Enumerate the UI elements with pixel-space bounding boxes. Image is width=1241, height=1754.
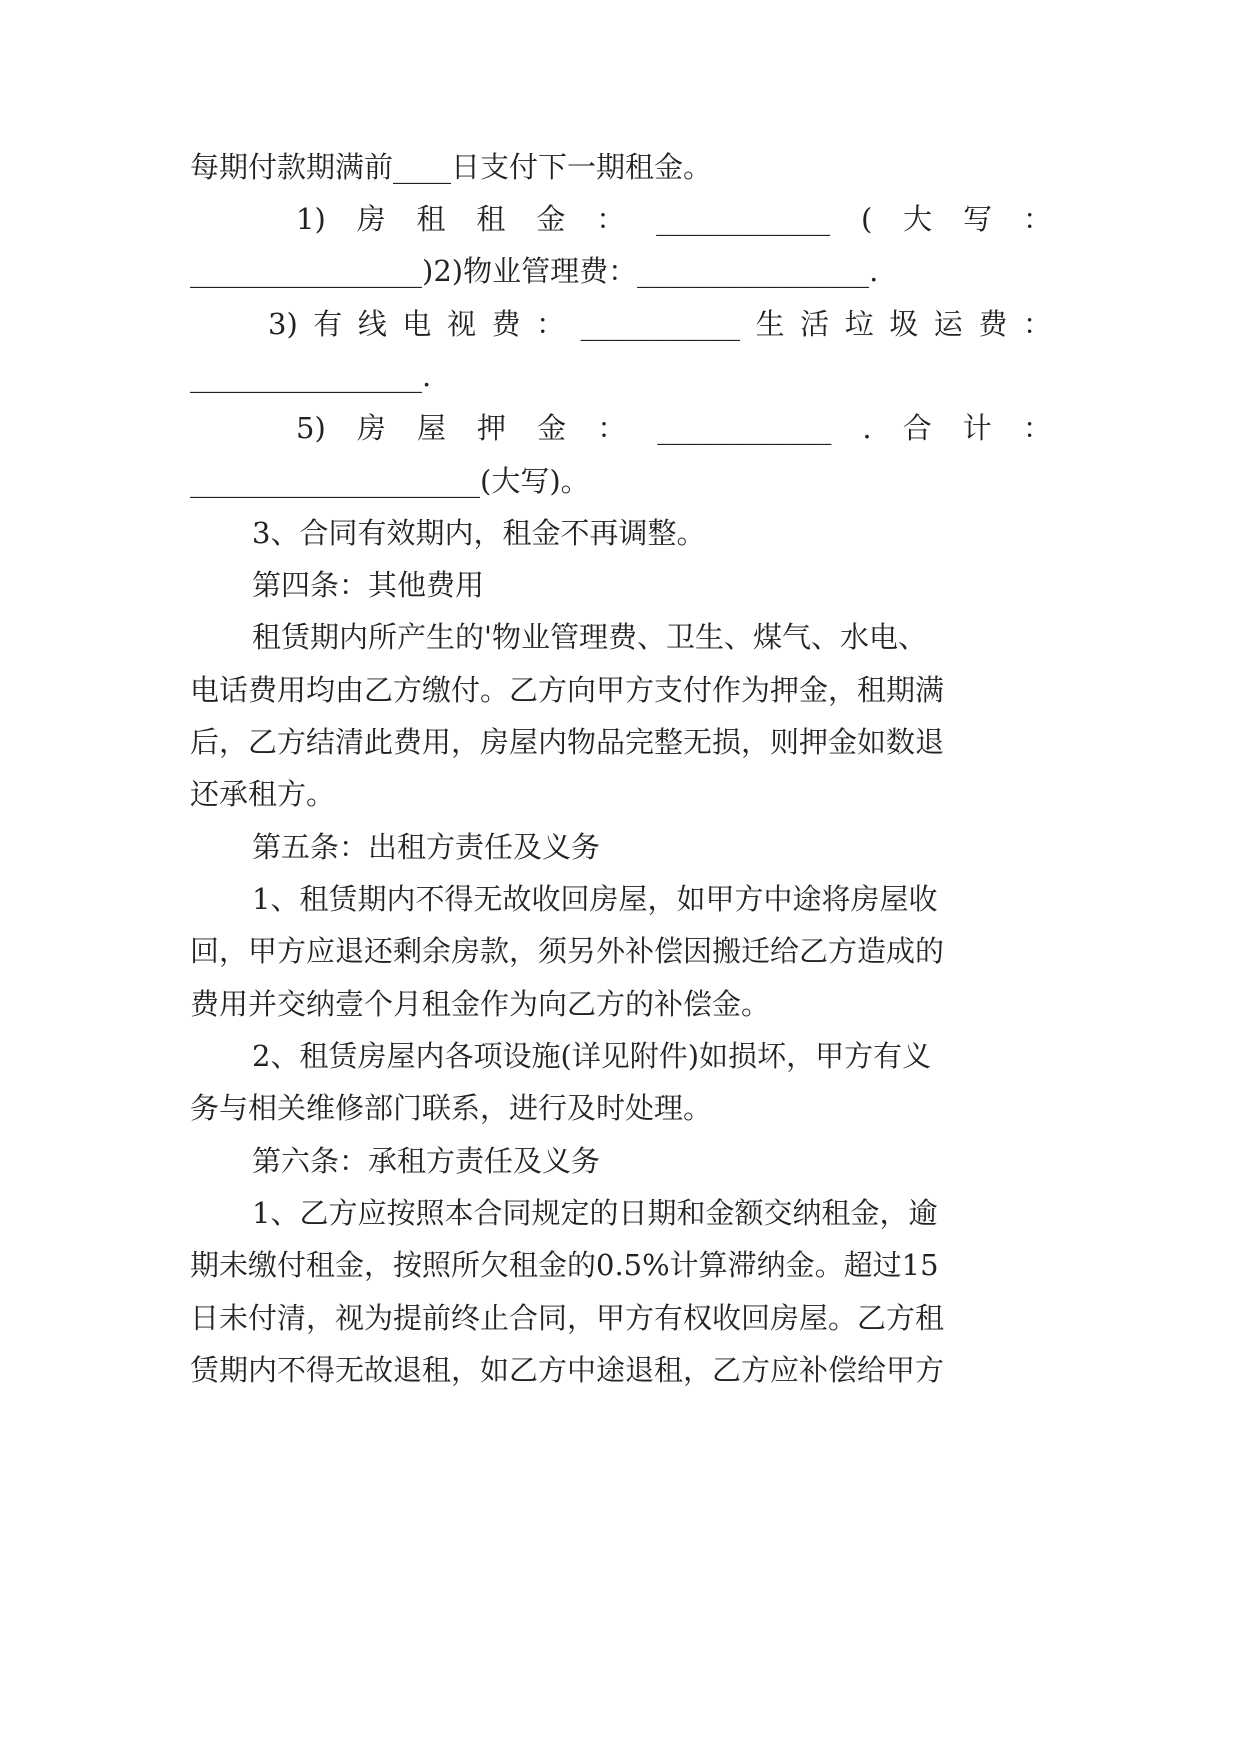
text-line: ____________________(大写)。	[190, 464, 590, 498]
text-line: 3、合同有效期内，租金不再调整。	[252, 516, 706, 550]
text-line: 2、租赁房屋内各项设施(详见附件)如损坏，甲方有义	[252, 1039, 932, 1073]
text-line: 租赁期内所产生的'物业管理费、卫生、煤气、水电、	[252, 620, 927, 654]
text-line: ________________.	[190, 359, 432, 393]
text-line: 每期付款期满前____日支付下一期租金。	[190, 150, 713, 184]
text-line: ________________)2)物业管理费：________________.	[190, 254, 879, 288]
text-line: 5) 房 屋 押 金 ： ____________ . 合 计 ：	[296, 411, 1052, 445]
text-line: 3) 有 线 电 视 费 ： ___________ 生 活 垃 圾 运 费 ：	[268, 307, 1052, 341]
text-line: 电话费用均由乙方缴付。乙方向甲方支付作为押金，租期满	[190, 673, 945, 707]
text-line: 后，乙方结清此费用，房屋内物品完整无损，则押金如数退	[190, 725, 945, 759]
text-line: 费用并交纳壹个月租金作为向乙方的补偿金。	[190, 987, 771, 1021]
section-heading: 第六条：承租方责任及义务	[252, 1144, 601, 1178]
text-line: 务与相关维修部门联系，进行及时处理。	[190, 1091, 713, 1125]
text-line: 1、乙方应按照本合同规定的日期和金额交纳租金，逾	[252, 1196, 938, 1230]
text-line: 还承租方。	[190, 777, 336, 811]
text-line: 日未付清，视为提前终止合同，甲方有权收回房屋。乙方租	[190, 1301, 945, 1335]
text-line: 回，甲方应退还剩余房款，须另外补偿因搬迁给乙方造成的	[190, 934, 945, 968]
section-heading: 第四条：其他费用	[252, 568, 485, 602]
section-heading: 第五条：出租方责任及义务	[252, 830, 601, 864]
text-line: 赁期内不得无故退租，如乙方中途退租，乙方应补偿给甲方	[190, 1353, 945, 1387]
text-line: 1、租赁期内不得无故收回房屋，如甲方中途将房屋收	[252, 882, 938, 916]
text-line: 期未缴付租金，按照所欠租金的0.5%计算滞纳金。超过15	[190, 1248, 939, 1282]
text-line: 1) 房 租 租 金 ： ____________ ( 大 写 ：	[296, 202, 1052, 236]
